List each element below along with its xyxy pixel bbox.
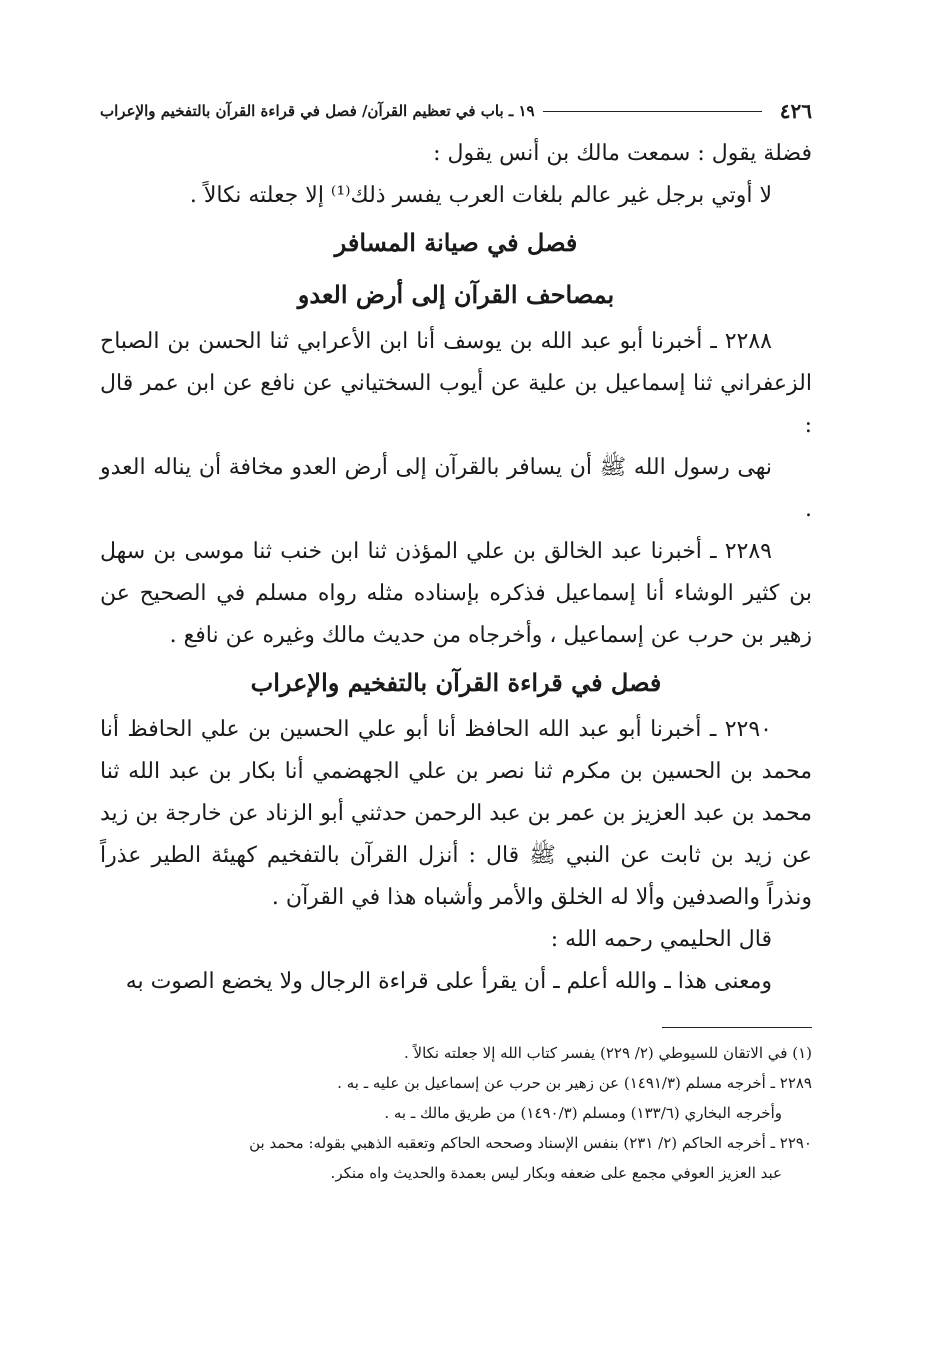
section-heading-traveler: فصل في صيانة المسافر (334, 228, 578, 257)
quote-malik: لا أوتي برجل غير عالم بلغات العرب يفسر ذلك⁽¹⁾ إلا جعلته نكالاً . (189, 183, 772, 208)
footnote-2290: ٢٢٩٠ ـ أخرجه الحاكم (٢/ ٢٣١) بنفس الإسناد وصححه الحاكم وتعقبه الذهبي بقوله: محمد بن (249, 1134, 812, 1152)
footnote-separator (662, 1027, 812, 1028)
footnote-2290-continued: عبد العزيز العوفي مجمع على ضعفه وبكار ليس بعمدة والحديث واه منكر. (330, 1164, 782, 1182)
footnotes (100, 1038, 812, 1188)
document-page (100, 95, 812, 1188)
running-header (100, 95, 812, 127)
halimi-text: ومعنى هذا ـ والله أعلم ـ أن يقرأ على قراءة الرجال ولا يخضع الصوت به (125, 969, 772, 994)
hadith-2290: ٢٢٩٠ ـ أخبرنا أبو عبد الله الحافظ أنا أبو علي الحسين بن علي الحافظ أنا محمد بن الحسين بن مكرم ثنا نصر بن علي الجهضمي أنا بكار بن عبد الله ثنا محمد بن عبد العزيز بن عمر بن عبد الرحمن حدثني أبو الزناد عن خارجة بن زيد عن زيد بن ثابت عن النبي ﷺ قال : أنزل القرآن بالتفخيم كهيئة الطير عذراً ونذراً والصدفين وألا له الخلق والأمر وأشباه هذا في القرآن . (100, 717, 812, 910)
halimi-intro: قال الحليمي رحمه الله : (550, 927, 772, 952)
opening-line: فضلة يقول : سمعت مالك بن أنس يقول : (433, 141, 812, 166)
footnote-2289: ٢٢٨٩ ـ أخرجه مسلم (١٤٩١/٣) عن زهير بن حرب عن إسماعيل بن عليه ـ به . (337, 1074, 812, 1092)
section-heading-traveler-subtitle: بمصاحف القرآن إلى أرض العدو (297, 280, 615, 309)
header-rule (543, 111, 762, 112)
footnote-1: (١) في الاتقان للسيوطي (٢/ ٢٢٩) يفسر كتاب الله إلا جعلته نكالاً . (403, 1044, 812, 1062)
footnote-2289-continued: وأخرجه البخاري (١٣٣/٦) ومسلم (١٤٩٠/٣) من طريق مالك ـ به . (384, 1104, 782, 1122)
hadith-2288: ٢٢٨٨ ـ أخبرنا أبو عبد الله بن يوسف أنا ابن الأعرابي ثنا الحسن بن الصباح الزعفراني ثنا إسماعيل بن علية عن أيوب السختياني عن نافع عن ابن عمر قال : (100, 329, 812, 438)
running-title: ١٩ ـ باب في تعظيم القرآن/ فصل في قراءة القرآن بالتفخيم والإعراب (100, 102, 535, 120)
section-heading-recitation: فصل في قراءة القرآن بالتفخيم والإعراب (250, 668, 662, 697)
quote-prophet-travel: نهى رسول الله ﷺ أن يسافر بالقرآن إلى أرض العدو مخافة أن يناله العدو . (100, 455, 812, 522)
main-text (100, 133, 812, 1003)
page-number: ٤٢٦ (779, 99, 812, 123)
hadith-2289: ٢٢٨٩ ـ أخبرنا عبد الخالق بن علي المؤذن ثنا ابن خنب ثنا موسى بن سهل بن كثير الوشاء أنا إسماعيل فذكره بإسناده مثله رواه مسلم في الصحيح عن زهير بن حرب عن إسماعيل ، وأخرجاه من حديث مالك وغيره عن نافع . (100, 539, 812, 648)
